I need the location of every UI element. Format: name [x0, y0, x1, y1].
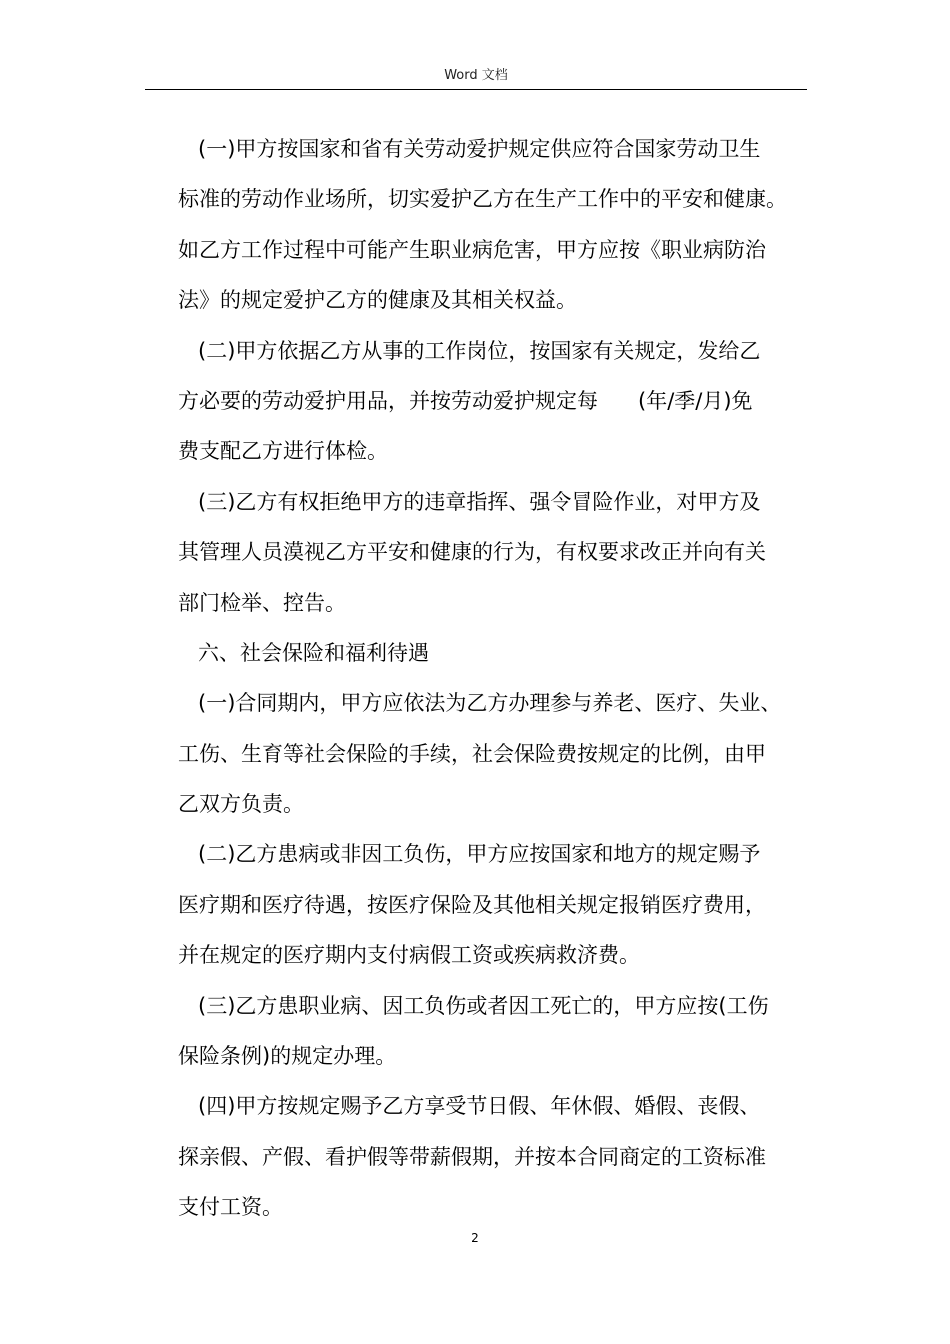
paragraph-line: 支付工资。 — [178, 1195, 283, 1220]
line-text: 方必要的劳动爱护用品，并按劳动爱护规定每 — [178, 388, 598, 413]
paragraph-line: (三)乙方患职业病、因工负伤或者因工死亡的，甲方应按(工伤 — [198, 993, 769, 1018]
page-number: 2 — [471, 1231, 479, 1245]
paragraph-line: (二)甲方依据乙方从事的工作岗位，按国家有关规定，发给乙 — [198, 338, 761, 363]
page-header: Word 文档 — [444, 68, 508, 83]
paragraph-line: 其管理人员漠视乙方平安和健康的行为，有权要求改正并向有关 — [178, 540, 766, 565]
paragraph-line: (三)乙方有权拒绝甲方的违章指挥、强令冒险作业，对甲方及 — [198, 489, 761, 514]
paragraph-line — [178, 376, 828, 426]
paragraph-line: (二)乙方患病或非因工负伤，甲方应按国家和地方的规定赐予 — [198, 842, 761, 867]
paragraph-line: 费支配乙方进行体检。 — [178, 439, 388, 464]
paragraph-line: 部门检举、控告。 — [178, 590, 346, 615]
paragraph-line: 法》的规定爱护乙方的健康及其相关权益。 — [178, 288, 577, 313]
paragraph-line: 医疗期和医疗待遇，按医疗保险及其他相关规定报销医疗费用， — [178, 892, 766, 917]
document-body — [178, 124, 828, 1233]
section-heading: 六、社会保险和福利待遇 — [198, 640, 429, 665]
paragraph-line: 标准的劳动作业场所，切实爱护乙方在生产工作中的平安和健康。 — [178, 187, 787, 212]
header-divider — [145, 89, 807, 90]
paragraph-line: 并在规定的医疗期内支付病假工资或疾病救济费。 — [178, 943, 640, 968]
paragraph-line: 探亲假、产假、看护假等带薪假期，并按本合同商定的工资标准 — [178, 1144, 766, 1169]
paragraph-line: (一)合同期内，甲方应依法为乙方办理参与养老、医疗、失业、 — [198, 691, 782, 716]
paragraph-line: (四)甲方按规定赐予乙方享受节日假、年休假、婚假、丧假、 — [198, 1094, 761, 1119]
paragraph-line: 如乙方工作过程中可能产生职业病危害，甲方应按《职业病防治 — [178, 237, 766, 262]
paragraph-line: 乙双方负责。 — [178, 792, 304, 817]
paragraph-line: (一)甲方按国家和省有关劳动爱护规定供应符合国家劳动卫生 — [198, 137, 761, 161]
line-text: (年/季/月)免 — [638, 388, 753, 413]
paragraph-line: 保险条例)的规定办理。 — [178, 1044, 397, 1069]
paragraph-line: 工伤、生育等社会保险的手续，社会保险费按规定的比例，由甲 — [178, 741, 766, 766]
